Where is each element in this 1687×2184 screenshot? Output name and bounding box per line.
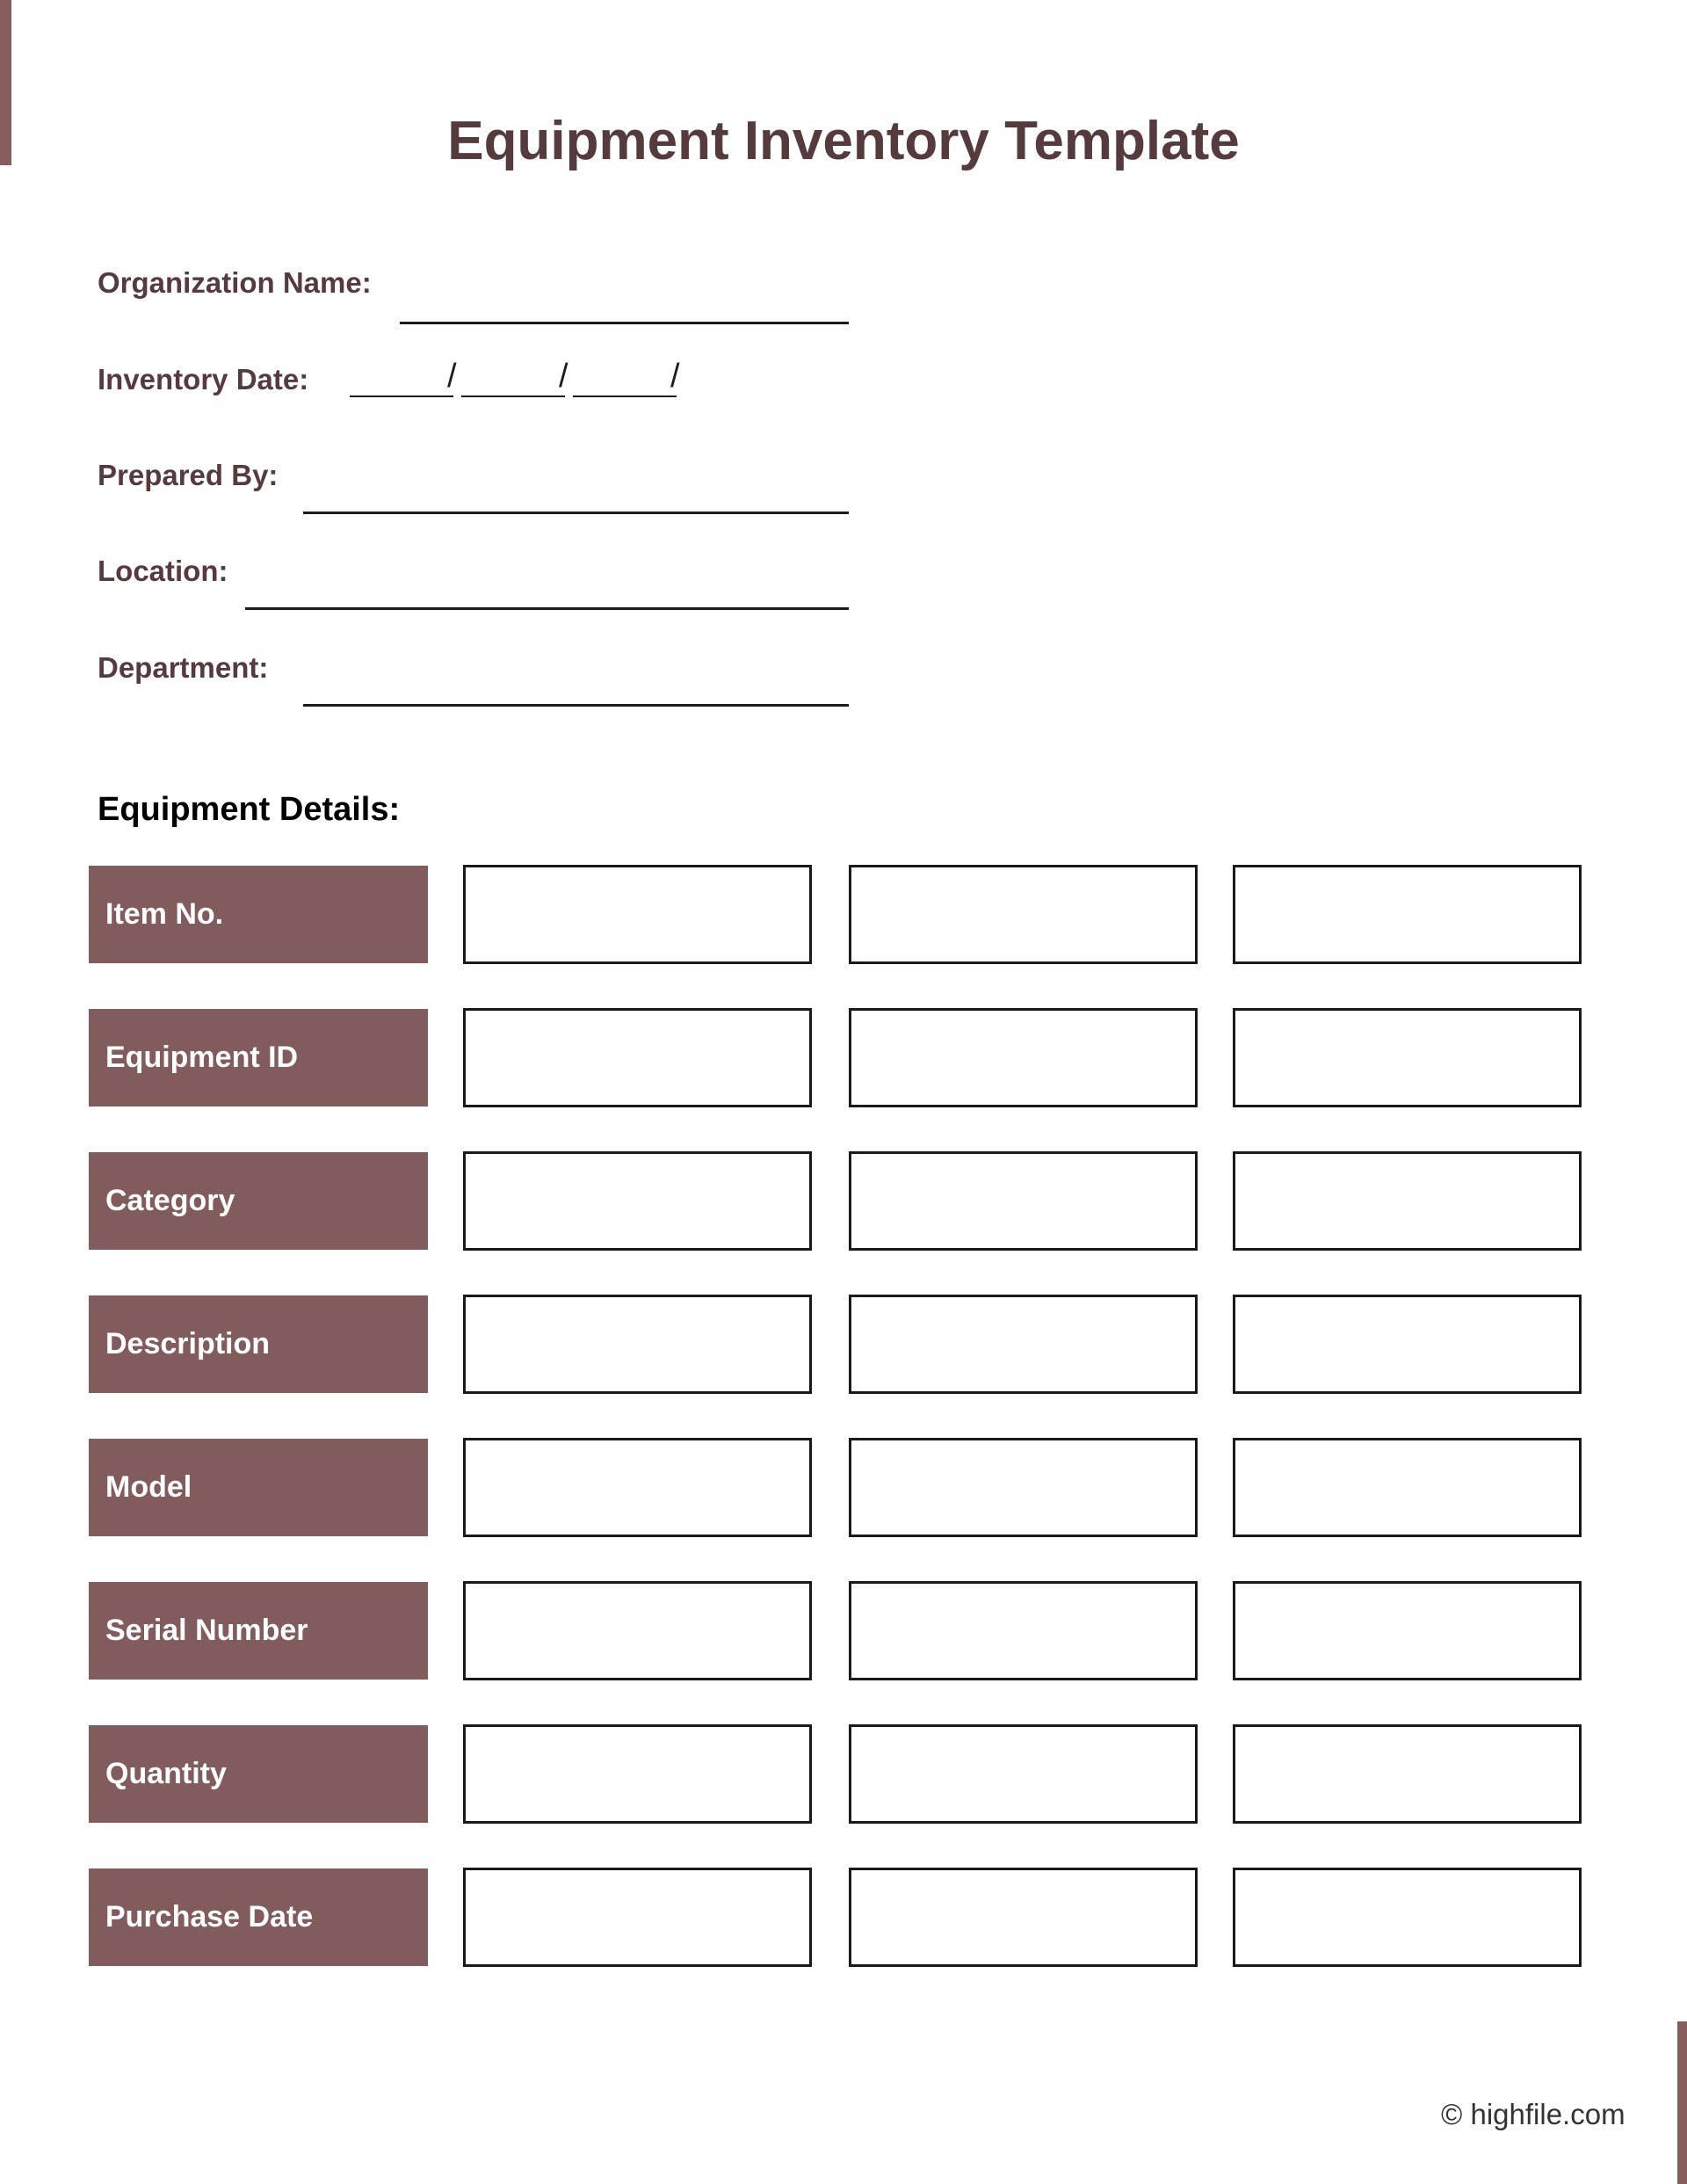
category-cell-1[interactable] bbox=[463, 1151, 812, 1251]
model-cell-3[interactable] bbox=[1233, 1438, 1582, 1537]
model-cell-2[interactable] bbox=[849, 1438, 1198, 1537]
description-cell-1[interactable] bbox=[463, 1295, 812, 1394]
quantity-cell-3[interactable] bbox=[1233, 1724, 1582, 1824]
inventory-date-month-field[interactable] bbox=[350, 395, 453, 397]
serial-number-cell-2[interactable] bbox=[849, 1581, 1198, 1680]
model-cell-1[interactable] bbox=[463, 1438, 812, 1537]
department-field[interactable] bbox=[303, 704, 849, 707]
date-separator: / bbox=[670, 358, 680, 395]
row-label-model: Model bbox=[89, 1439, 428, 1536]
date-separator: / bbox=[447, 358, 457, 395]
equipment-id-cell-3[interactable] bbox=[1233, 1008, 1582, 1107]
location-label: Location: bbox=[98, 555, 228, 587]
department-label: Department: bbox=[98, 651, 269, 684]
row-label-equipment-id: Equipment ID bbox=[89, 1009, 428, 1107]
purchase-date-cell-2[interactable] bbox=[849, 1868, 1198, 1967]
row-label-serial-number: Serial Number bbox=[89, 1582, 428, 1680]
row-label-quantity: Quantity bbox=[89, 1725, 428, 1823]
prepared-by-field[interactable] bbox=[303, 512, 849, 514]
row-label-purchase-date: Purchase Date bbox=[89, 1868, 428, 1966]
row-label-item-no: Item No. bbox=[89, 866, 428, 963]
page-title: Equipment Inventory Template bbox=[447, 111, 1240, 171]
inventory-date-label: Inventory Date: bbox=[98, 363, 309, 395]
description-cell-2[interactable] bbox=[849, 1295, 1198, 1394]
accent-bar-bottom bbox=[1677, 2021, 1687, 2184]
equipment-id-cell-1[interactable] bbox=[463, 1008, 812, 1107]
purchase-date-cell-1[interactable] bbox=[463, 1868, 812, 1967]
item-no-cell-1[interactable] bbox=[463, 865, 812, 964]
description-cell-3[interactable] bbox=[1233, 1295, 1582, 1394]
equipment-id-cell-2[interactable] bbox=[849, 1008, 1198, 1107]
inventory-date-year-field[interactable] bbox=[573, 395, 677, 397]
copyright-text: © highfile.com bbox=[1441, 2098, 1625, 2130]
category-cell-3[interactable] bbox=[1233, 1151, 1582, 1251]
purchase-date-cell-3[interactable] bbox=[1233, 1868, 1582, 1967]
organization-name-label: Organization Name: bbox=[98, 266, 372, 299]
inventory-date-day-field[interactable] bbox=[461, 395, 565, 397]
serial-number-cell-3[interactable] bbox=[1233, 1581, 1582, 1680]
item-no-cell-2[interactable] bbox=[849, 865, 1198, 964]
date-separator: / bbox=[559, 358, 568, 395]
category-cell-2[interactable] bbox=[849, 1151, 1198, 1251]
quantity-cell-2[interactable] bbox=[849, 1724, 1198, 1824]
serial-number-cell-1[interactable] bbox=[463, 1581, 812, 1680]
item-no-cell-3[interactable] bbox=[1233, 865, 1582, 964]
row-label-description: Description bbox=[89, 1295, 428, 1393]
organization-name-field[interactable] bbox=[400, 322, 849, 324]
row-label-category: Category bbox=[89, 1152, 428, 1250]
prepared-by-label: Prepared By: bbox=[98, 459, 279, 491]
quantity-cell-1[interactable] bbox=[463, 1724, 812, 1824]
equipment-details-heading: Equipment Details: bbox=[98, 791, 401, 828]
location-field[interactable] bbox=[245, 607, 849, 610]
